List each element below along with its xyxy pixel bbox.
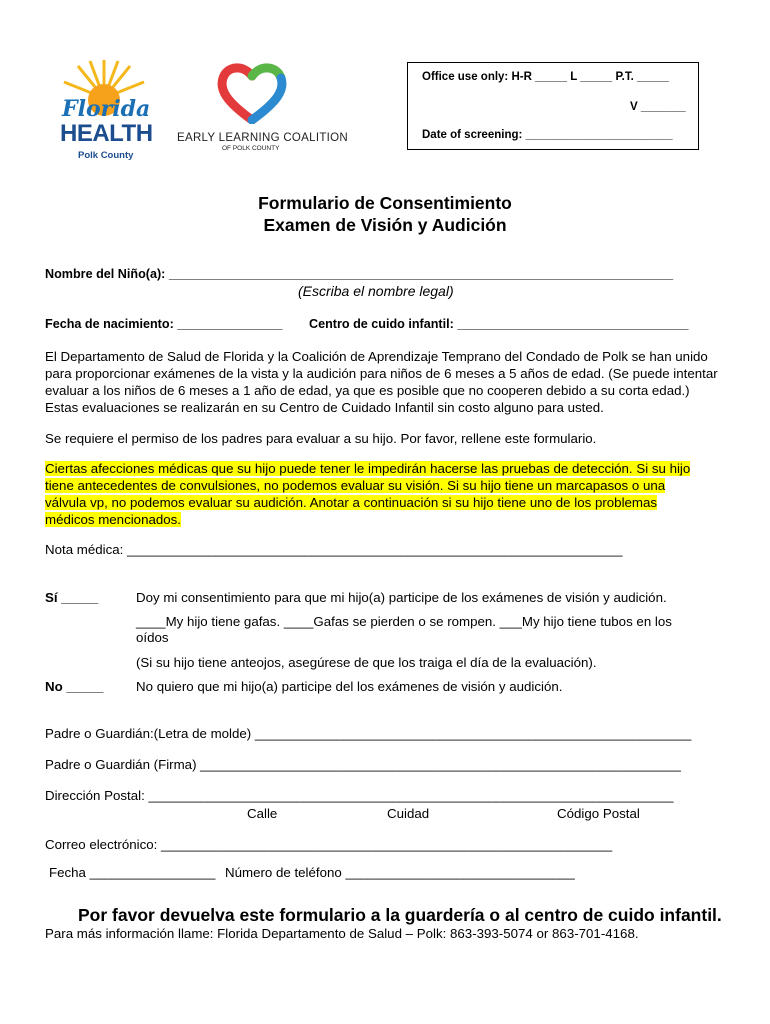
consent-no-field[interactable]: No _____ [45,679,104,694]
consent-no-text: No quiero que mi hijo(a) participe del los exámenes de visión y audición. [136,679,563,694]
office-use-line2: V _______ [630,101,686,113]
intro-line: Estas evaluaciones se realizarán en su Centro de Cuidado Infantil sin costo alguno para usted. [45,400,604,415]
date-field[interactable]: Fecha _________________ [49,865,216,880]
address-zip-label: Código Postal [557,806,640,821]
intro-line: para proporcionar exámenes de la vista y la audición para niños de 6 meses a 5 años de edad. (Se puede intentar [45,366,718,381]
intro-paragraph [45,348,718,416]
form-title: Formulario de Consentimiento [258,193,512,213]
elc-logo [170,62,349,162]
office-use-line1: Office use only: H-R _____ L _____ P.T. _____ [422,71,669,83]
return-instructions: Por favor devuelva este formulario a la guardería o al centro de cuido infantil. [78,905,722,925]
medical-warning [45,460,690,528]
form-subtitle: Examen de Visión y Audición [263,215,507,235]
childcare-center-field[interactable]: Centro de cuido infantil: _________________________________ [309,317,689,331]
warning-line: válvula vp, no podemos evaluar su audición. Anotar a continuación si su hijo tiene uno de los problemas [45,495,658,510]
address-street-label: Calle [247,806,278,821]
condition-options-line[interactable]: ____My hijo tiene gafas. ____Gafas se pierden o se rompen. ___My hijo tiene tubos en los [136,614,672,629]
intro-line: El Departamento de Salud de Florida y la Coalición de Aprendizaje Temprano del Condado de Polk se han unido [45,349,708,364]
contact-info: Para más información llame: Florida Departamento de Salud – Polk: 863-393-5074 or 863-701-4168. [45,926,639,941]
warning-line: médicos mencionados. [45,512,181,527]
condition-options-line: oídos [136,630,169,645]
warning-line: tiene antecedentes de convulsiones, no podemos evaluar su visión. Si su hijo tiene un marcapasos o una [45,478,666,493]
glasses-note: (Si su hijo tiene anteojos, asegúrese de que los traiga el día de la evaluación). [136,655,597,670]
florida-health-logo [58,58,153,168]
birthdate-field[interactable]: Fecha de nacimiento: _______________ [45,317,283,331]
office-use-box [407,62,699,150]
elc-county-text: OF POLK COUNTY [222,145,280,152]
child-name-hint: (Escriba el nombre legal) [298,283,454,299]
consent-yes-text: Doy mi consentimiento para que mi hijo(a) participe de los exámenes de visión y audición. [136,590,667,605]
email-field[interactable]: Correo electrónico: _____________________________________________________________ [45,837,613,852]
guardian-print-field[interactable]: Padre o Guardián:(Letra de molde) ___________________________________________________________ [45,726,692,741]
address-field[interactable]: Dirección Postal: _______________________________________________________________________ [45,788,674,803]
child-name-field[interactable]: Nombre del Niño(a): ________________________________________________________________________ [45,267,674,281]
logo-county-text: Polk County [78,150,134,161]
elc-name-text: EARLY LEARNING COALITION [177,132,349,144]
office-use-date: Date of screening: _______________________ [422,129,673,141]
address-city-label: Cuidad [387,806,430,821]
permission-text: Se requiere el permiso de los padres para evaluar a su hijo. Por favor, rellene este formulario. [45,431,597,446]
intro-line: evaluar a los niños de 6 meses a 1 año de edad, ya que es posible que no cooperen debido a su corta edad.) [45,383,690,398]
consent-yes-field[interactable]: Sí _____ [45,590,99,605]
guardian-signature-field[interactable]: Padre o Guardián (Firma) _________________________________________________________________ [45,757,681,772]
heart-icon [217,62,287,124]
warning-line: Ciertas afecciones médicas que su hijo puede tener le impedirán hacerse las pruebas de detección. Si su hijo [45,461,691,476]
logo-health-text: HEALTH [60,120,153,147]
medical-note-field[interactable]: Nota médica: ___________________________________________________________________ [45,542,623,557]
logo-florida-text: Florida [62,96,151,122]
phone-field[interactable]: Número de teléfono _______________________________ [225,865,575,880]
